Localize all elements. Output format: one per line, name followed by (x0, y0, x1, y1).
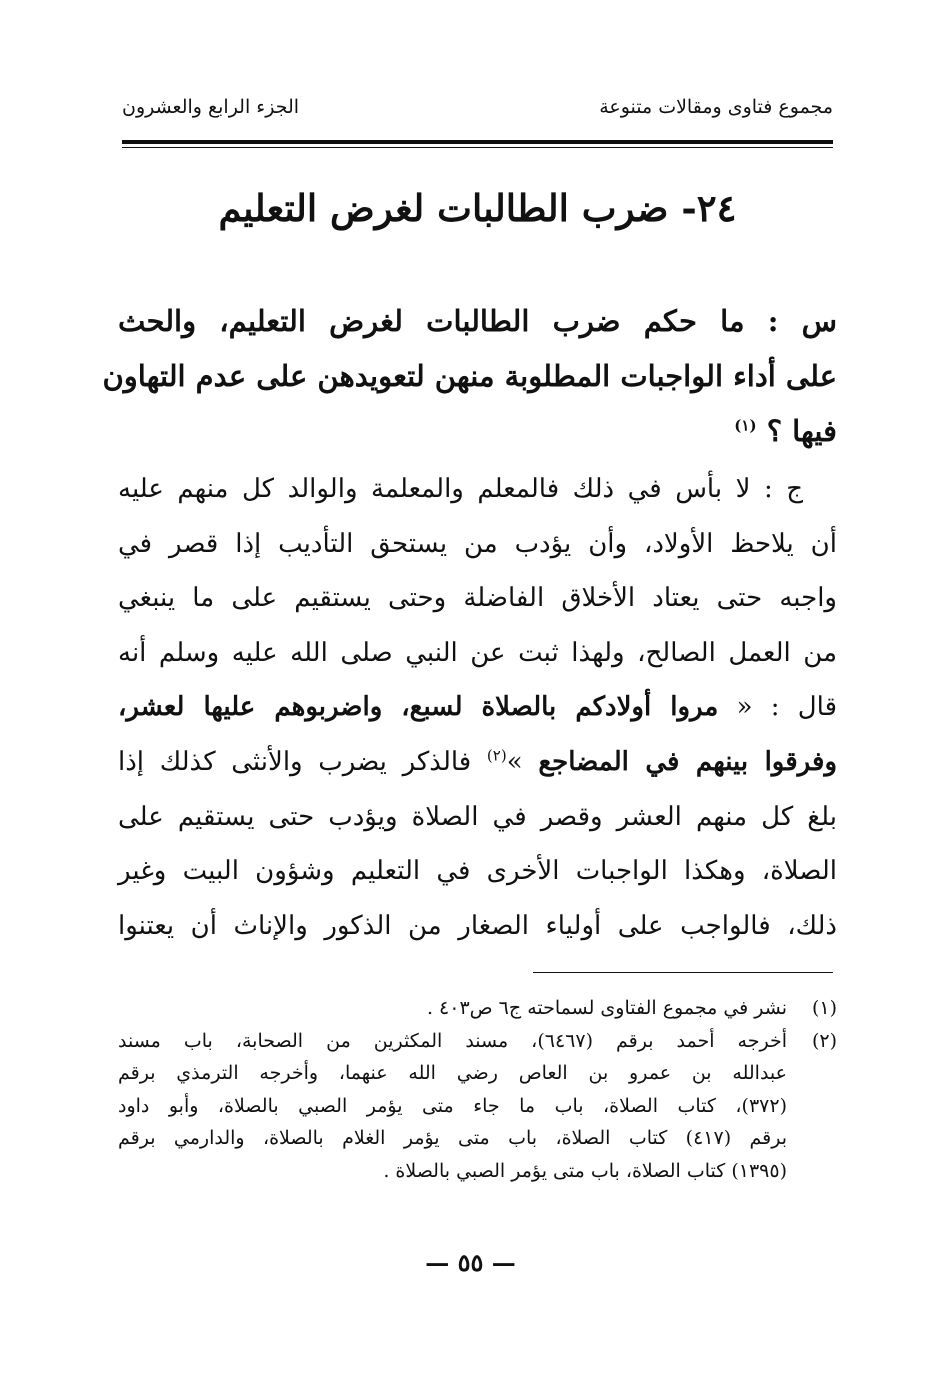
footnote-line: أخرجه أحمد برقم (٦٤٦٧)، مسند المكثرين من الصحابة، باب مسند (118, 1029, 787, 1052)
footnote-1 (118, 992, 837, 1025)
footnote-2 (118, 1025, 837, 1188)
answer-paragraph (118, 462, 837, 953)
footnote-separator (533, 972, 833, 973)
question-paragraph (102, 294, 837, 459)
answer-line (118, 735, 837, 790)
chapter-title: ٢٤- ضرب الطالبات لغرض التعليم (218, 186, 737, 230)
book-title: مجموع فتاوى ومقالات متنوعة (599, 96, 833, 118)
footnote-number: (١) (811, 997, 837, 1019)
volume-label: الجزء الرابع والعشرون (122, 96, 300, 118)
footnote-line: (٣٧٢)، كتاب الصلاة، باب ما جاء متى يؤمر الصبي بالصلاة، وأبو داود (118, 1094, 787, 1117)
question-line: س : ما حكم ضرب الطالبات لغرض التعليم، والحث (118, 304, 837, 338)
footnote-body (118, 992, 787, 1025)
quote-close: » (506, 746, 523, 777)
hadith-text: وفرقوا بينهم في المضاجع (538, 746, 838, 777)
footnote-ref-1: (١) (734, 416, 757, 435)
answer-line: بلغ كل منهم العشر وقصر في الصلاة ويؤدب حتى يستقيم على (118, 801, 837, 832)
hadith-text: مروا أولادكم بالصلاة لسبع، واضربوهم عليها لعشر، (118, 692, 719, 723)
answer-line: الصلاة، وهكذا الواجبات الأخرى في التعليم وشؤون البيت وغير (118, 856, 837, 887)
question-line: على أداء الواجبات المطلوبة منهن لتعويدهن على عدم التهاون (102, 359, 837, 393)
footnote-number: (٢) (811, 1029, 837, 1052)
header-rule-thin (122, 147, 833, 148)
answer-line (118, 680, 837, 735)
answer-line: ذلك، فالواجب على أولياء الصغار من الذكور والإناث أن يعتنوا (118, 910, 837, 941)
answer-line: ج : لا بأس في ذلك فالمعلم والمعلمة والوالد كل منهم عليه (118, 474, 803, 504)
answer-text: فالذكر يضرب والأنثى كذلك إذا (118, 746, 472, 777)
answer-line: واجبه حتى يعتاد الأخلاق الفاضلة وحتى يستقيم على ما ينبغي (118, 583, 837, 614)
quote-open: قال : « (736, 692, 838, 723)
question-line (118, 404, 837, 459)
question-line-text: فيها ؟ (766, 414, 837, 448)
footnote-line: (١٣٩٥) كتاب الصلاة، باب متى يؤمر الصبي بالصلاة . (383, 1159, 787, 1182)
answer-line: من العمل الصالح، ولهذا ثبت عن النبي صلى الله عليه وسلم أنه (118, 637, 837, 668)
footnote-line: برقم (٤١٧) كتاب الصلاة، باب متى يؤمر الغلام بالصلاة، والدارمي برقم (118, 1127, 788, 1149)
running-header (122, 96, 833, 126)
answer-line: أن يلاحظ الأولاد، وأن يؤدب من يستحق التأديب إذا قصر في (118, 528, 837, 559)
footnote-ref-2: (٢) (486, 746, 507, 765)
page-number: — ٥٥ — (425, 1248, 516, 1277)
footnote-line: نشر في مجموع الفتاوى لسماحته ج٦ ص٤٠٣ . (426, 997, 787, 1019)
footnote-line: عبدالله بن عمرو بن العاص رضي الله عنهما، وأخرجه الترمذي برقم (118, 1062, 787, 1084)
footnote-body (118, 1025, 787, 1188)
footnotes (118, 992, 837, 1187)
header-rule-thick (122, 140, 833, 144)
